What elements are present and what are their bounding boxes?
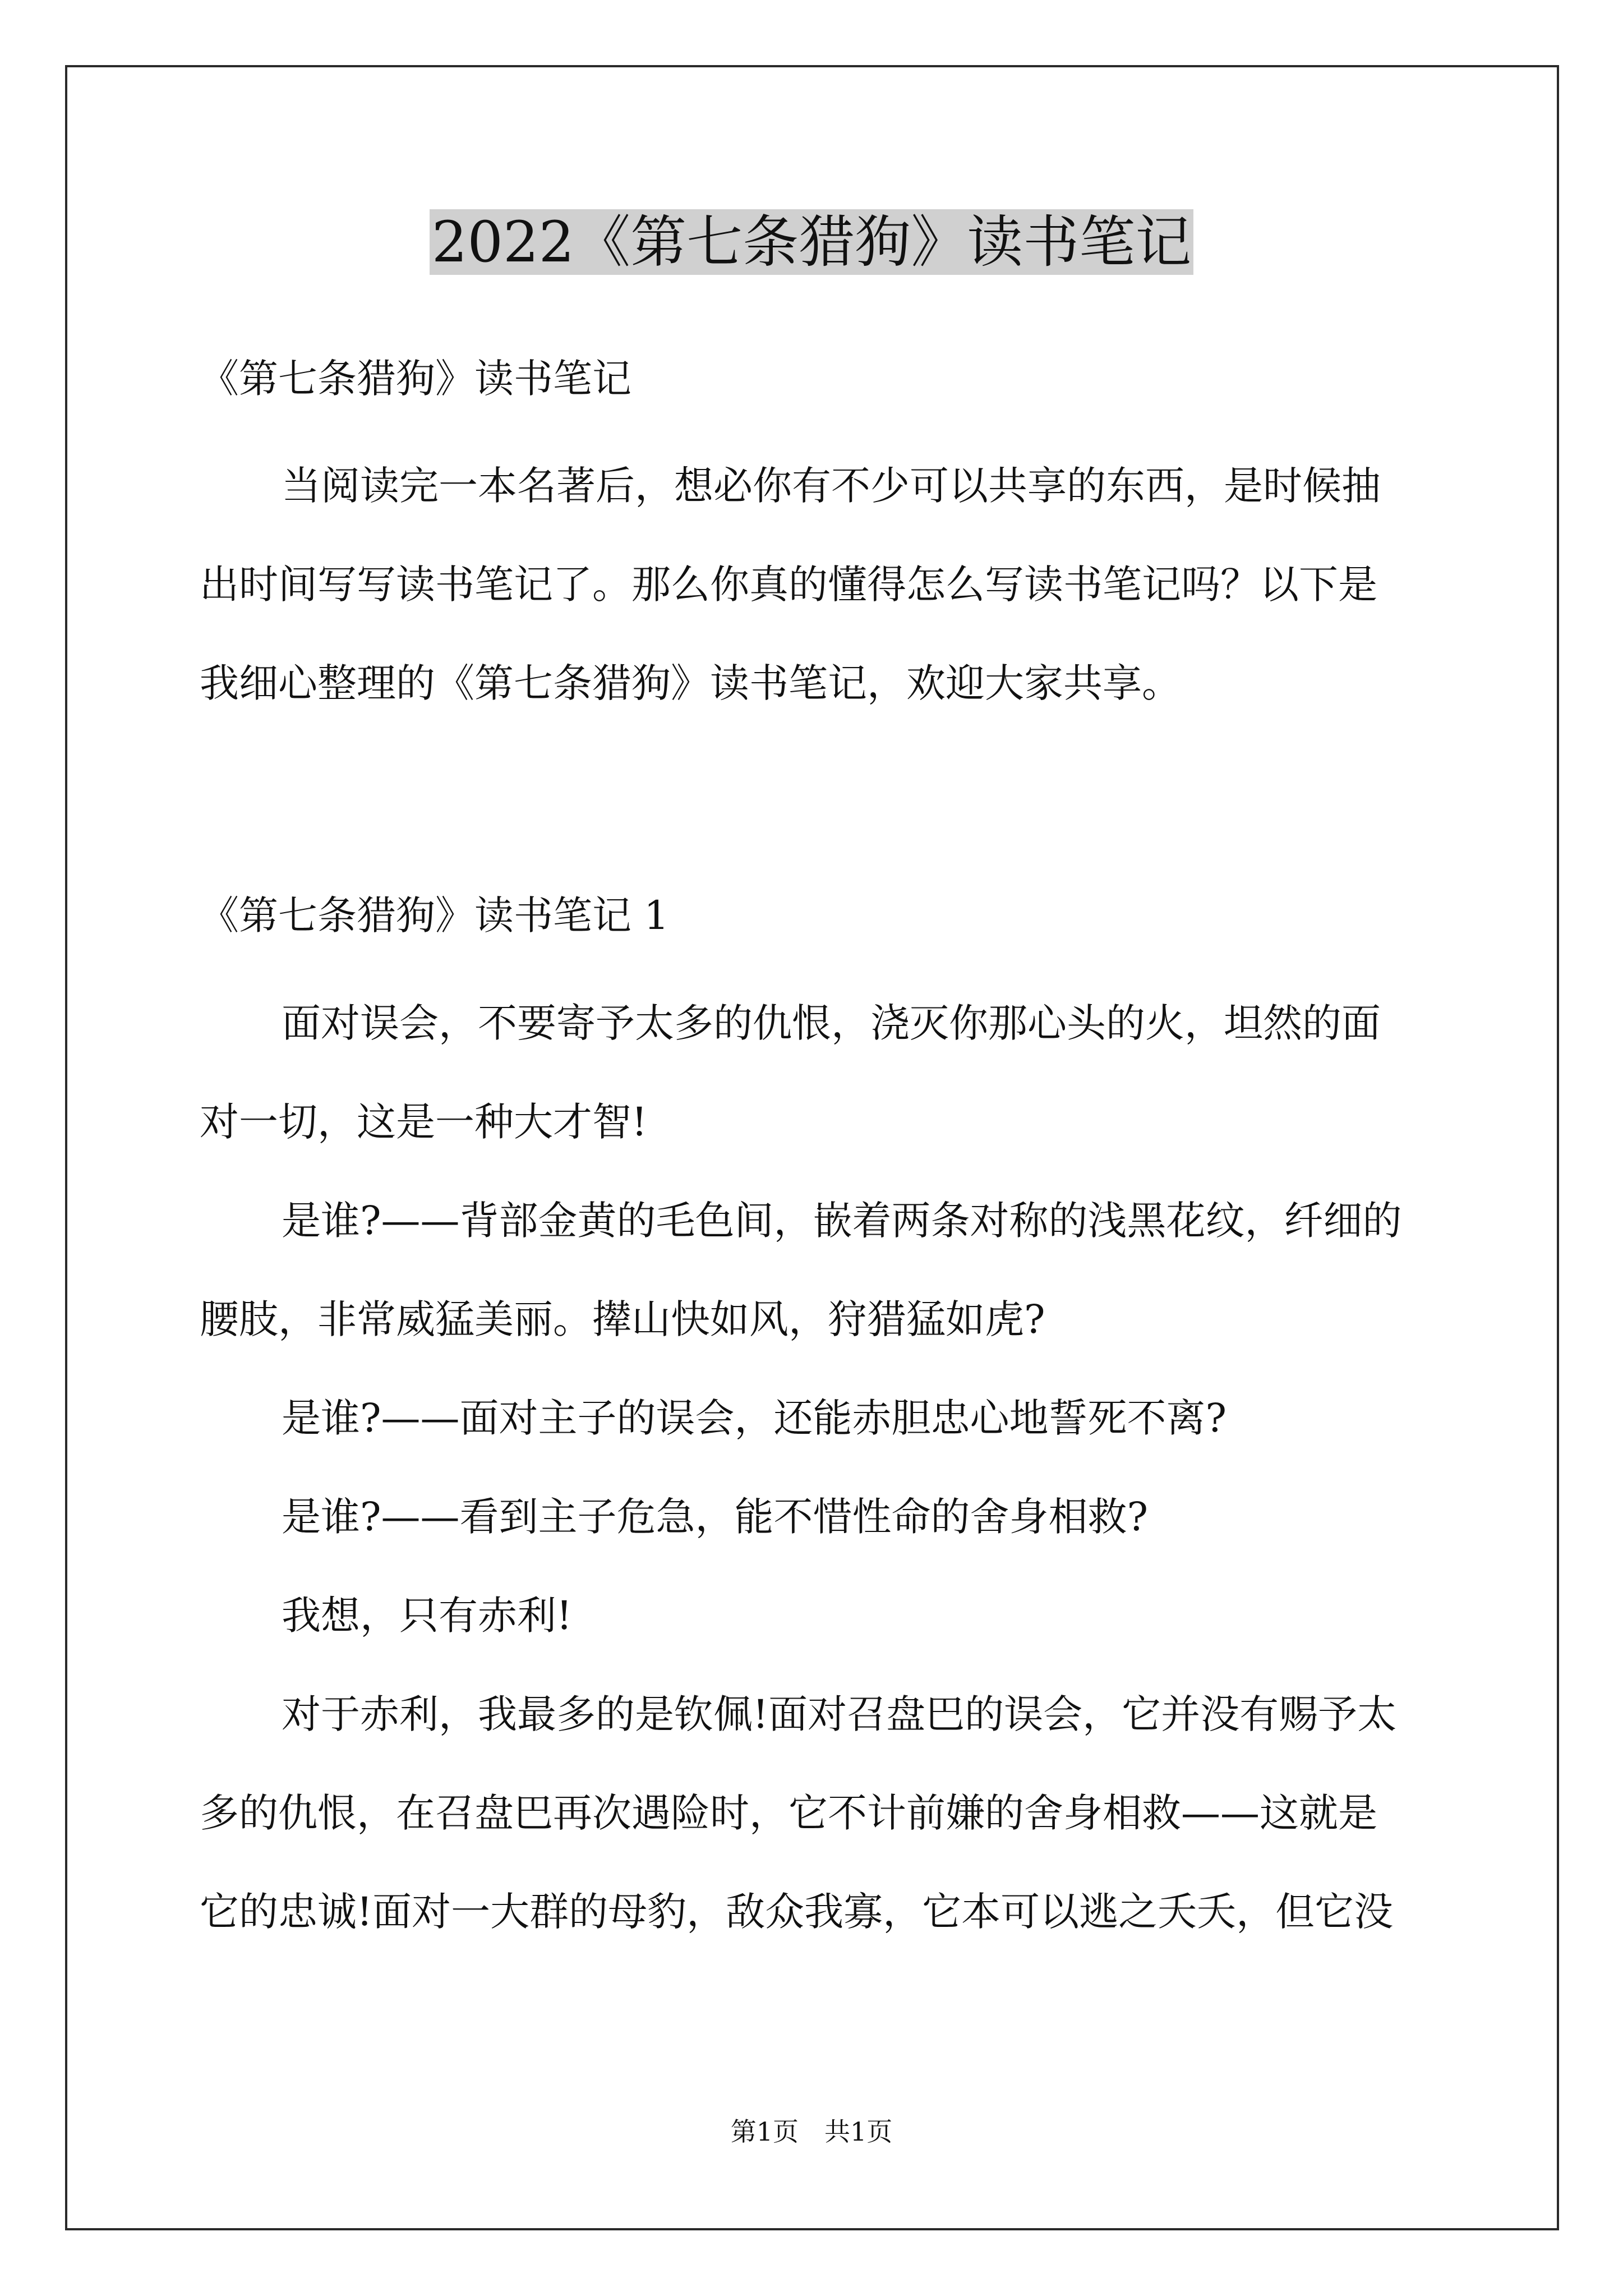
section-heading: 《第七条猎狗》读书笔记 1 (200, 892, 669, 938)
document-title-text: 2022《第七条猎狗》读书笔记 (430, 209, 1194, 275)
page-number-current: 第1页 (730, 2116, 799, 2147)
body-line: 对于赤利，我最多的是钦佩!面对召盘巴的误会，它并没有赐予太 (282, 1691, 1397, 1737)
body-line: 是谁?——面对主子的误会，还能赤胆忠心地誓死不离? (282, 1395, 1227, 1441)
body-line: 它的忠诚!面对一大群的母豹，敌众我寡，它本可以逃之夭夭，但它没 (200, 1889, 1394, 1935)
page-number-total: 共1页 (824, 2116, 893, 2147)
intro-paragraph (200, 458, 1433, 711)
document-title (0, 203, 1623, 282)
intro-line: 我细心整理的《第七条猎狗》读书笔记，欢迎大家共享。 (200, 660, 1181, 706)
body-line: 是谁?——看到主子危急，能不惜性命的舍身相救? (282, 1494, 1149, 1540)
body-line: 面对误会，不要寄予太多的仇恨，浇灭你那心头的火，坦然的面 (282, 1000, 1381, 1046)
intro-heading: 《第七条猎狗》读书笔记 (200, 356, 631, 402)
body-paragraphs (200, 995, 1433, 1940)
body-line: 对一切，这是一种大才智! (200, 1099, 648, 1145)
intro-line: 当阅读完一本名著后，想必你有不少可以共享的东西，是时候抽 (282, 463, 1381, 509)
body-line: 多的仇恨，在召盘巴再次遇险时，它不计前嫌的舍身相救——这就是 (200, 1790, 1377, 1836)
intro-line: 出时间写写读书笔记了。那么你真的懂得怎么写读书笔记吗？以下是 (200, 562, 1377, 608)
page-footer (0, 2115, 1623, 2148)
body-line: 我想，只有赤利! (282, 1593, 573, 1639)
body-line: 腰肢，非常威猛美丽。撵山快如风，狩猎猛如虎? (200, 1296, 1045, 1342)
body-line: 是谁?——背部金黄的毛色间，嵌着两条对称的浅黑花纹，纤细的 (282, 1198, 1402, 1244)
